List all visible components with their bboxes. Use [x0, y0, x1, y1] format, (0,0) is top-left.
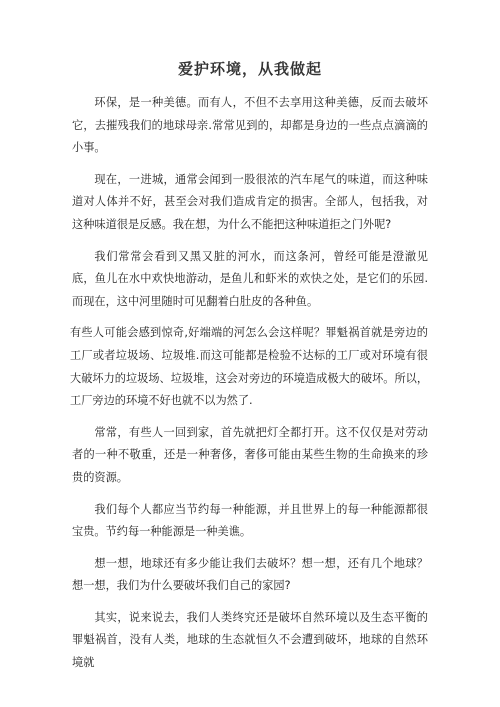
paragraph-7: 想一想，地球还有多少能让我们去破坏？想一想，还有几个地球？想一想，我们为什么要破坏我们自己的家园? [72, 556, 428, 593]
paragraph-2: 现在，一进城，通常会闻到一股很浓的汽车尾气的味道，而这种味道对人体并不好，甚至会对我们造成肯定的损害。全部人，包括我，对这种味道很是反感。我在想，为什么不能把这种味道拒之门外呢? [72, 172, 428, 231]
document-title: 爱护环境，从我做起 [177, 60, 322, 78]
paragraph-3: 我们常常会看到又黑又脏的河水，而这条河，曾经可能是澄澈见底，鱼儿在水中欢快地游动，是鱼儿和虾米的欢快之处，是它们的乐园.而现在，这中河里随时可见翻着白肚皮的各种鱼。 [72, 249, 428, 308]
paragraph-6: 我们每个人都应当节约每一种能源，并且世界上的每一种能源都很宝贵。节约每一种能源是一种美谯。 [72, 502, 428, 539]
paragraph-4: 有些人可能会感到惊奇,好端端的河怎么会这样呢？罪魁祸首就是旁边的工厂或者垃圾场、垃圾堆.而这可能都是检验不达标的工厂或对环境有很大破坏力的垃圾场、垃圾堆，这会对旁边的环境造成极大的破坏。所以，工厂旁边的环境不好也就不以为然了. [70, 326, 429, 408]
paragraph-1: 环保，是一种美德。而有人，不但不去享用这种美德，反而去破坏它，去摧残我们的地球母亲.常常见到的，却都是身边的一些点点滴滴的小事。 [72, 96, 428, 155]
paragraph-5: 常常，有些人一回到家，首先就把灯全都打开。这不仅仅是对劳动者的一种不敬重，还是一种奢侈，奢侈可能由某些生物的生命换来的珍贵的资源。 [72, 425, 428, 484]
paragraph-8: 其实，说来说去，我们人类终究还是破坏自然环境以及生态平衡的罪魁祸首，没有人类，地球的生态就恒久不会遭到破坏，地球的自然环境就 [72, 610, 428, 670]
